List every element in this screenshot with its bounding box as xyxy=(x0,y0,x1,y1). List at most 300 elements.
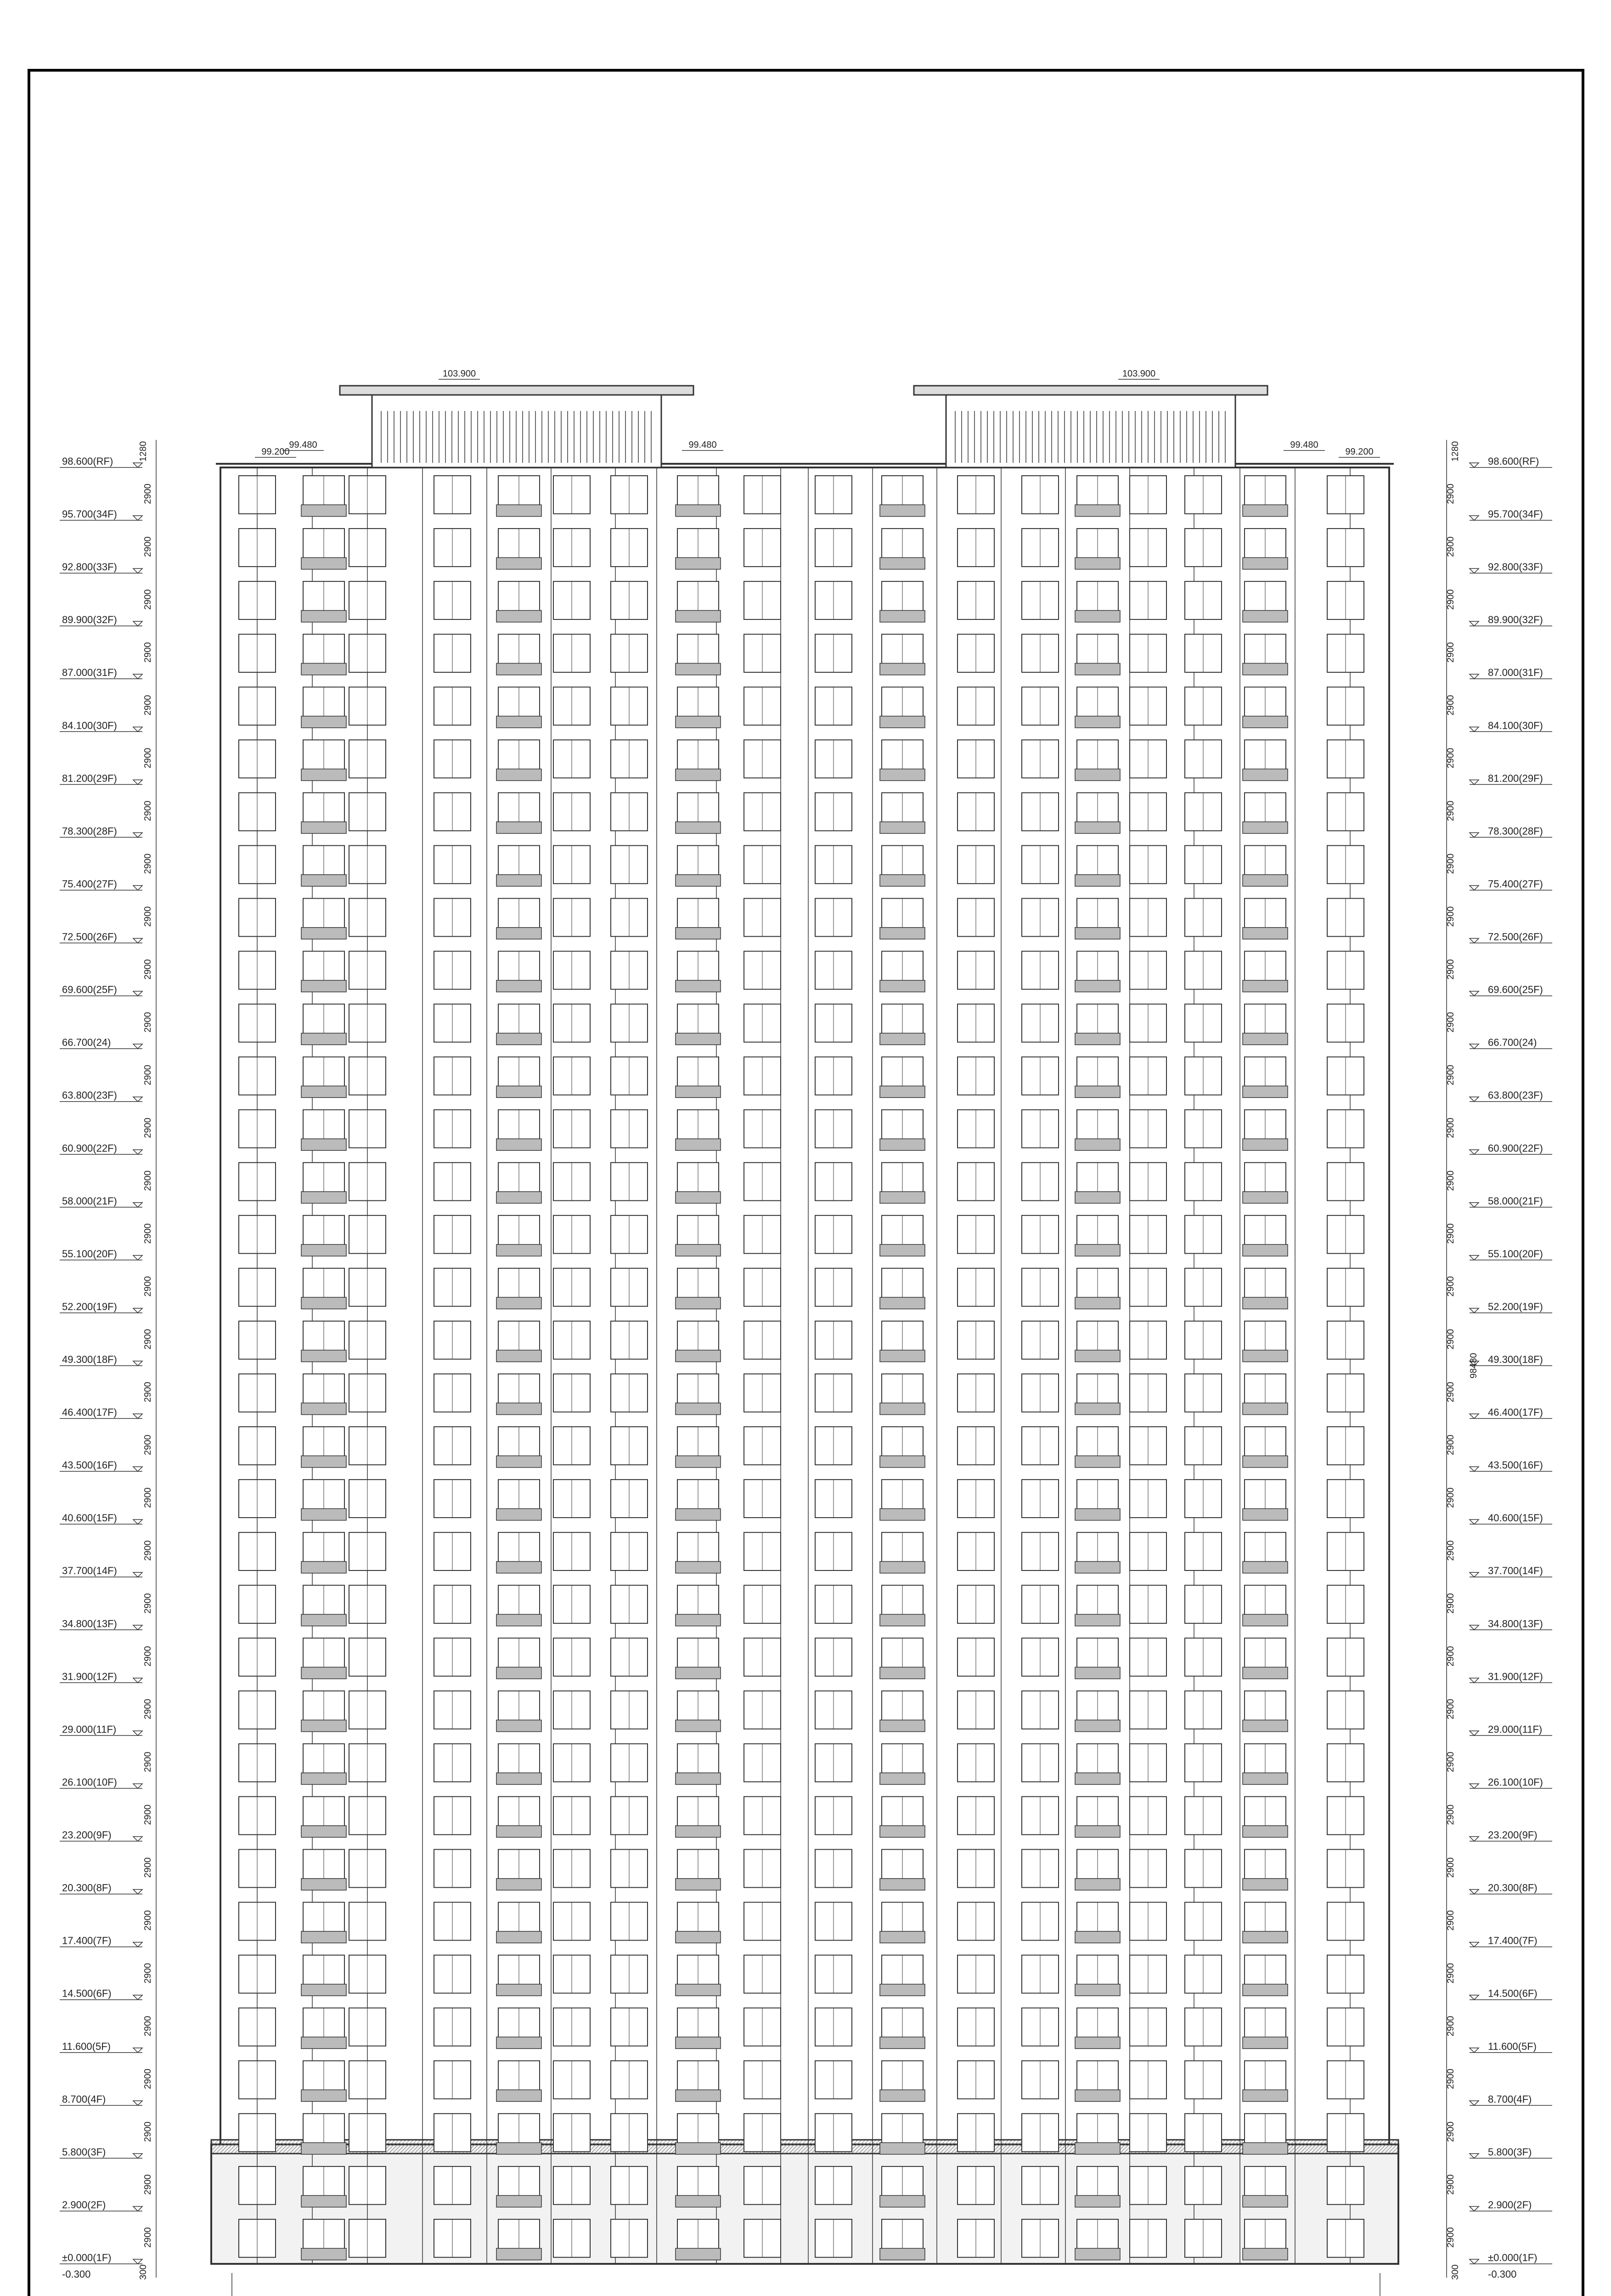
ground-dim-left: 300 xyxy=(138,2264,148,2280)
level-label-left: 69.600(25F) xyxy=(62,984,117,996)
balcony-railing xyxy=(1075,716,1120,728)
floor-height-dim-right: 2900 xyxy=(1446,1487,1456,1508)
balcony-railing xyxy=(880,1033,925,1045)
balcony-railing xyxy=(880,557,925,569)
balcony-railing xyxy=(301,822,346,833)
balcony-railing xyxy=(676,2248,721,2260)
balcony-railing xyxy=(496,557,541,569)
floor-height-dim-left: 2900 xyxy=(143,959,153,980)
balcony-railing xyxy=(880,980,925,992)
level-marker-right xyxy=(1470,1044,1479,1049)
roof-tower xyxy=(372,395,661,467)
level-marker-right xyxy=(1470,939,1479,943)
level-marker-right xyxy=(1470,1467,1479,1471)
top-elevation-label: 99.480 xyxy=(1290,440,1318,450)
level-label-left: 26.100(10F) xyxy=(62,1776,117,1788)
balcony-railing xyxy=(1075,2248,1120,2260)
level-marker-left xyxy=(133,1255,142,1260)
level-marker-left xyxy=(133,1678,142,1683)
balcony-railing xyxy=(1075,1931,1120,1943)
level-label-right: 87.000(31F) xyxy=(1488,667,1543,679)
level-marker-right xyxy=(1470,727,1479,732)
level-label-left: 72.500(26F) xyxy=(62,931,117,943)
balcony-railing xyxy=(496,610,541,622)
level-label-left: 98.600(RF) xyxy=(62,456,113,467)
balcony-railing xyxy=(1075,1192,1120,1203)
floor-height-dim-right: 2900 xyxy=(1446,1435,1456,1455)
balcony-railing xyxy=(676,663,721,675)
level-marker-left xyxy=(133,1837,142,1841)
floor-height-dim-right: 2900 xyxy=(1446,906,1456,927)
level-label-right: 98.600(RF) xyxy=(1488,456,1539,467)
balcony-railing xyxy=(1243,1086,1288,1097)
level-marker-right xyxy=(1470,1519,1479,1524)
level-marker-right xyxy=(1470,2048,1479,2053)
balcony-railing xyxy=(1243,1615,1288,1626)
balcony-railing xyxy=(496,980,541,992)
floor-height-dim-left: 2900 xyxy=(143,1012,153,1033)
balcony-railing xyxy=(496,2195,541,2207)
ground-level-right: -0.300 xyxy=(1488,2268,1517,2280)
floor-height-dim-left: 2900 xyxy=(143,695,153,716)
total-height-dim: 98480 xyxy=(1469,1353,1479,1379)
balcony-railing xyxy=(1243,1508,1288,1520)
floor-height-dim-right: 2900 xyxy=(1446,1910,1456,1931)
balcony-railing xyxy=(301,875,346,886)
balcony-railing xyxy=(301,1879,346,1890)
level-label-right: 69.600(25F) xyxy=(1488,984,1543,996)
level-marker-left xyxy=(133,1097,142,1102)
balcony-railing xyxy=(1243,1931,1288,1943)
balcony-railing xyxy=(1075,1984,1120,1996)
balcony-railing xyxy=(301,1244,346,1256)
balcony-railing xyxy=(1243,2090,1288,2101)
level-label-left: 49.300(18F) xyxy=(62,1354,117,1365)
balcony-railing xyxy=(1243,505,1288,516)
floor-height-dim-left: 2900 xyxy=(143,484,153,504)
floor-height-dim-right: 2900 xyxy=(1446,589,1456,610)
level-marker-left xyxy=(133,674,142,679)
level-marker-right xyxy=(1470,833,1479,837)
floor-height-dim-left: 2900 xyxy=(143,1382,153,1402)
level-label-left: 14.500(6F) xyxy=(62,1987,112,1999)
balcony-railing xyxy=(496,1879,541,1890)
floor-height-dim-left: 2900 xyxy=(143,1540,153,1561)
balcony-railing xyxy=(676,1244,721,1256)
level-label-left: 60.900(22F) xyxy=(62,1142,117,1154)
balcony-railing xyxy=(1075,769,1120,781)
balcony-railing xyxy=(676,1350,721,1362)
top-elevation-label: 103.900 xyxy=(442,369,476,379)
level-marker-left xyxy=(133,833,142,837)
floor-height-dim-right: 2900 xyxy=(1446,2122,1456,2142)
balcony-railing xyxy=(880,505,925,516)
floor-height-dim-left: 2900 xyxy=(143,1751,153,1773)
balcony-railing xyxy=(1243,2037,1288,2048)
balcony-railing xyxy=(496,1984,541,1996)
level-marker-right xyxy=(1470,991,1479,996)
floor-height-dim-right: 2900 xyxy=(1446,1223,1456,1244)
balcony-railing xyxy=(1243,1826,1288,1837)
balcony-railing xyxy=(1075,1615,1120,1626)
level-label-right: 81.200(29F) xyxy=(1488,772,1543,784)
balcony-railing xyxy=(1075,2195,1120,2207)
balcony-railing xyxy=(301,505,346,516)
level-label-left: 78.300(28F) xyxy=(62,825,117,837)
balcony-railing xyxy=(1075,1720,1120,1732)
balcony-railing xyxy=(1243,1456,1288,1467)
floor-height-dim-right: 2900 xyxy=(1446,1593,1456,1614)
balcony-railing xyxy=(676,822,721,833)
balcony-railing xyxy=(496,1139,541,1150)
top-elevation-label: 99.480 xyxy=(688,440,717,450)
balcony-railing xyxy=(880,1139,925,1150)
level-marker-left xyxy=(133,1784,142,1788)
floor-height-dim-left: 2900 xyxy=(143,589,153,610)
balcony-railing xyxy=(676,2090,721,2101)
balcony-railing xyxy=(676,928,721,939)
balcony-railing xyxy=(496,1561,541,1573)
balcony-railing xyxy=(880,1720,925,1732)
balcony-railing xyxy=(301,1773,346,1784)
floor-height-dim-left: 2900 xyxy=(143,748,153,769)
balcony-railing xyxy=(1243,1139,1288,1150)
level-label-right: 72.500(26F) xyxy=(1488,931,1543,943)
balcony-railing xyxy=(1075,1297,1120,1309)
balcony-railing xyxy=(880,822,925,833)
floor-height-dim-left: 2900 xyxy=(143,642,153,663)
floor-height-dim-right: 2900 xyxy=(1446,1857,1456,1878)
level-label-right: 58.000(21F) xyxy=(1488,1195,1543,1207)
balcony-railing xyxy=(880,1508,925,1520)
level-marker-left xyxy=(133,780,142,784)
parapet-dim-right: 1280 xyxy=(1450,441,1460,462)
level-label-left: 81.200(29F) xyxy=(62,772,117,784)
balcony-railing xyxy=(676,1720,721,1732)
balcony-railing xyxy=(496,2037,541,2048)
parapet-dim-left: 1280 xyxy=(138,441,148,462)
balcony-railing xyxy=(1075,1033,1120,1045)
balcony-railing xyxy=(496,716,541,728)
level-marker-right xyxy=(1470,1203,1479,1207)
balcony-railing xyxy=(676,1615,721,1626)
balcony-railing xyxy=(1243,2248,1288,2260)
level-label-left: 31.900(12F) xyxy=(62,1671,117,1683)
balcony-railing xyxy=(880,610,925,622)
level-label-right: 66.700(24) xyxy=(1488,1036,1537,1048)
floor-height-dim-right: 2900 xyxy=(1446,1012,1456,1033)
level-label-left: 46.400(17F) xyxy=(62,1407,117,1418)
balcony-railing xyxy=(1243,716,1288,728)
balcony-railing xyxy=(676,1667,721,1679)
level-label-left: 89.900(32F) xyxy=(62,614,117,626)
balcony-railing xyxy=(301,2090,346,2101)
balcony-railing xyxy=(880,2037,925,2048)
floor-height-dim-right: 2900 xyxy=(1446,959,1456,980)
balcony-railing xyxy=(301,928,346,939)
balcony-railing xyxy=(301,1086,346,1097)
level-label-left: 29.000(11F) xyxy=(62,1723,117,1735)
balcony-railing xyxy=(1075,822,1120,833)
balcony-railing xyxy=(880,1615,925,1626)
floor-height-dim-left: 2900 xyxy=(143,2227,153,2248)
level-label-left: 37.700(14F) xyxy=(62,1565,117,1577)
balcony-railing xyxy=(496,1297,541,1309)
level-marker-right xyxy=(1470,2206,1479,2211)
floor-height-dim-left: 2900 xyxy=(143,1064,153,1086)
balcony-railing xyxy=(880,1192,925,1203)
balcony-railing xyxy=(1075,557,1120,569)
balcony-railing xyxy=(1075,2037,1120,2048)
balcony-railing xyxy=(301,1350,346,1362)
balcony-railing xyxy=(496,1615,541,1626)
balcony-railing xyxy=(301,1667,346,1679)
balcony-railing xyxy=(301,1508,346,1520)
level-marker-right xyxy=(1470,1414,1479,1418)
level-label-right: 60.900(22F) xyxy=(1488,1142,1543,1154)
balcony-railing xyxy=(301,980,346,992)
level-label-left: 52.200(19F) xyxy=(62,1300,117,1312)
balcony-railing xyxy=(301,1403,346,1414)
level-label-right: 2.900(2F) xyxy=(1488,2199,1532,2211)
balcony-railing xyxy=(1075,2143,1120,2154)
balcony-railing xyxy=(676,1456,721,1467)
balcony-railing xyxy=(880,2195,925,2207)
level-label-left: 34.800(13F) xyxy=(62,1618,117,1630)
balcony-railing xyxy=(496,1667,541,1679)
level-marker-right xyxy=(1470,1837,1479,1841)
level-label-right: 49.300(18F) xyxy=(1488,1354,1543,1365)
level-marker-right xyxy=(1470,780,1479,784)
balcony-railing xyxy=(880,1086,925,1097)
level-marker-left xyxy=(133,1942,142,1947)
balcony-railing xyxy=(1243,557,1288,569)
balcony-railing xyxy=(1243,875,1288,886)
level-marker-right xyxy=(1470,674,1479,679)
balcony-railing xyxy=(496,1720,541,1732)
balcony-railing xyxy=(496,1508,541,1520)
balcony-railing xyxy=(880,1456,925,1467)
floor-height-dim-left: 2900 xyxy=(143,906,153,927)
level-marker-left xyxy=(133,1995,142,2000)
level-marker-left xyxy=(133,939,142,943)
balcony-railing xyxy=(1075,1667,1120,1679)
balcony-railing xyxy=(880,663,925,675)
balcony-railing xyxy=(1075,1773,1120,1784)
level-marker-left xyxy=(133,1361,142,1366)
balcony-railing xyxy=(301,2037,346,2048)
balcony-railing xyxy=(1075,610,1120,622)
top-elevation-label: 99.200 xyxy=(1345,447,1374,457)
balcony-railing xyxy=(1243,1403,1288,1414)
floor-height-dim-left: 2900 xyxy=(143,1593,153,1614)
balcony-railing xyxy=(1075,1456,1120,1467)
floor-height-dim-right: 2900 xyxy=(1446,2015,1456,2037)
level-marker-right xyxy=(1470,1995,1479,2000)
balcony-railing xyxy=(880,1826,925,1837)
floor-height-dim-right: 2900 xyxy=(1446,1751,1456,1773)
floor-height-dim-left: 2900 xyxy=(143,1646,153,1667)
balcony-railing xyxy=(1243,1297,1288,1309)
level-label-right: 26.100(10F) xyxy=(1488,1776,1543,1788)
level-label-left: 11.600(5F) xyxy=(62,2040,111,2052)
level-label-left: 17.400(7F) xyxy=(62,1935,112,1947)
top-elevation-label: 99.480 xyxy=(289,440,317,450)
level-marker-left xyxy=(133,463,142,467)
balcony-railing xyxy=(1243,1350,1288,1362)
balcony-railing xyxy=(301,1033,346,1045)
balcony-railing xyxy=(880,1244,925,1256)
level-label-right: 75.400(27F) xyxy=(1488,878,1543,890)
balcony-railing xyxy=(496,2248,541,2260)
balcony-railing xyxy=(880,716,925,728)
level-label-right: ±0.000(1F) xyxy=(1488,2252,1538,2263)
balcony-railing xyxy=(301,1931,346,1943)
balcony-railing xyxy=(1075,1403,1120,1414)
balcony-railing xyxy=(301,1297,346,1309)
balcony-railing xyxy=(1075,1086,1120,1097)
floor-height-dim-left: 2900 xyxy=(143,1329,153,1350)
level-label-right: 95.700(34F) xyxy=(1488,508,1543,520)
level-marker-left xyxy=(133,516,142,520)
balcony-railing xyxy=(1075,875,1120,886)
floor-height-dim-left: 2900 xyxy=(143,2122,153,2142)
top-elevation-label: 103.900 xyxy=(1122,369,1156,379)
level-marker-left xyxy=(133,2259,142,2264)
balcony-railing xyxy=(676,610,721,622)
floor-height-dim-right: 2900 xyxy=(1446,1276,1456,1297)
balcony-railing xyxy=(1075,1139,1120,1150)
level-label-right: 17.400(7F) xyxy=(1488,1935,1538,1947)
balcony-railing xyxy=(1075,505,1120,516)
level-label-left: 23.200(9F) xyxy=(62,1829,112,1841)
balcony-railing xyxy=(880,1561,925,1573)
level-label-right: 11.600(5F) xyxy=(1488,2040,1537,2052)
level-label-left: 63.800(23F) xyxy=(62,1089,117,1101)
balcony-railing xyxy=(496,2090,541,2101)
balcony-railing xyxy=(880,875,925,886)
balcony-railing xyxy=(880,1350,925,1362)
balcony-railing xyxy=(676,875,721,886)
level-label-right: 37.700(14F) xyxy=(1488,1565,1543,1577)
level-marker-right xyxy=(1470,885,1479,890)
balcony-railing xyxy=(676,1984,721,1996)
floor-height-dim-right: 2900 xyxy=(1446,1804,1456,1825)
level-marker-right xyxy=(1470,2154,1479,2158)
level-marker-left xyxy=(133,885,142,890)
balcony-railing xyxy=(496,1244,541,1256)
level-label-left: 87.000(31F) xyxy=(62,667,117,679)
balcony-railing xyxy=(496,2143,541,2154)
floor-height-dim-left: 2900 xyxy=(143,1910,153,1931)
floor-height-dim-right: 2900 xyxy=(1446,1963,1456,1984)
balcony-railing xyxy=(1243,1720,1288,1732)
level-label-right: 14.500(6F) xyxy=(1488,1987,1538,1999)
floor-height-dim-right: 2900 xyxy=(1446,1329,1456,1350)
balcony-railing xyxy=(880,2090,925,2101)
floor-height-dim-left: 2900 xyxy=(143,1804,153,1825)
floor-height-dim-right: 2900 xyxy=(1446,1064,1456,1086)
balcony-railing xyxy=(880,1931,925,1943)
floor-height-dim-right: 2900 xyxy=(1446,853,1456,874)
level-marker-right xyxy=(1470,1150,1479,1154)
floor-height-dim-right: 2900 xyxy=(1446,800,1456,822)
balcony-railing xyxy=(1243,663,1288,675)
balcony-railing xyxy=(496,928,541,939)
balcony-railing xyxy=(496,1826,541,1837)
balcony-railing xyxy=(676,505,721,516)
balcony-railing xyxy=(301,1192,346,1203)
balcony-railing xyxy=(1075,1561,1120,1573)
balcony-railing xyxy=(676,1139,721,1150)
level-label-left: 2.900(2F) xyxy=(62,2199,106,2211)
level-marker-left xyxy=(133,727,142,732)
level-label-right: 5.800(3F) xyxy=(1488,2146,1532,2158)
balcony-railing xyxy=(1243,610,1288,622)
level-marker-left xyxy=(133,1467,142,1471)
floor-height-dim-right: 2900 xyxy=(1446,1382,1456,1402)
level-label-right: 92.800(33F) xyxy=(1488,561,1543,573)
balcony-railing xyxy=(676,1033,721,1045)
balcony-railing xyxy=(880,769,925,781)
level-label-left: 55.100(20F) xyxy=(62,1248,117,1260)
balcony-railing xyxy=(1243,1667,1288,1679)
balcony-railing xyxy=(1075,663,1120,675)
balcony-railing xyxy=(301,2248,346,2260)
balcony-railing xyxy=(1243,1192,1288,1203)
balcony-railing xyxy=(880,1773,925,1784)
level-label-left: 84.100(30F) xyxy=(62,720,117,732)
floor-height-dim-left: 2900 xyxy=(143,2015,153,2037)
balcony-railing xyxy=(301,2195,346,2207)
level-label-right: 46.400(17F) xyxy=(1488,1407,1543,1418)
level-label-right: 43.500(16F) xyxy=(1488,1459,1543,1471)
level-marker-left xyxy=(133,991,142,996)
balcony-railing xyxy=(880,1879,925,1890)
balcony-railing xyxy=(1243,769,1288,781)
level-label-left: 92.800(33F) xyxy=(62,561,117,573)
balcony-railing xyxy=(301,1826,346,1837)
level-label-right: 34.800(13F) xyxy=(1488,1618,1543,1630)
floor-height-dim-right: 2900 xyxy=(1446,2069,1456,2089)
balcony-railing xyxy=(880,2143,925,2154)
balcony-railing xyxy=(676,1931,721,1943)
balcony-railing xyxy=(1243,2143,1288,2154)
level-marker-left xyxy=(133,1731,142,1735)
floor-height-dim-right: 2900 xyxy=(1446,2227,1456,2248)
level-label-right: 78.300(28F) xyxy=(1488,825,1543,837)
level-label-right: 23.200(9F) xyxy=(1488,1829,1538,1841)
level-marker-left xyxy=(133,1519,142,1524)
ground-dim-right: 300 xyxy=(1450,2264,1460,2280)
level-label-right: 20.300(8F) xyxy=(1488,1882,1538,1894)
floor-height-dim-left: 2900 xyxy=(143,1963,153,1984)
roof-tower xyxy=(946,395,1235,467)
roof-tower-cap xyxy=(914,386,1267,395)
level-marker-right xyxy=(1470,1731,1479,1735)
balcony-railing xyxy=(301,663,346,675)
level-marker-right xyxy=(1470,463,1479,467)
level-label-right: 89.900(32F) xyxy=(1488,614,1543,626)
balcony-railing xyxy=(1243,928,1288,939)
balcony-railing xyxy=(676,1192,721,1203)
level-marker-right xyxy=(1470,1625,1479,1630)
level-marker-right xyxy=(1470,1678,1479,1683)
balcony-railing xyxy=(676,980,721,992)
balcony-railing xyxy=(1243,1773,1288,1784)
level-label-left: 5.800(3F) xyxy=(62,2146,106,2158)
level-marker-right xyxy=(1470,2101,1479,2105)
